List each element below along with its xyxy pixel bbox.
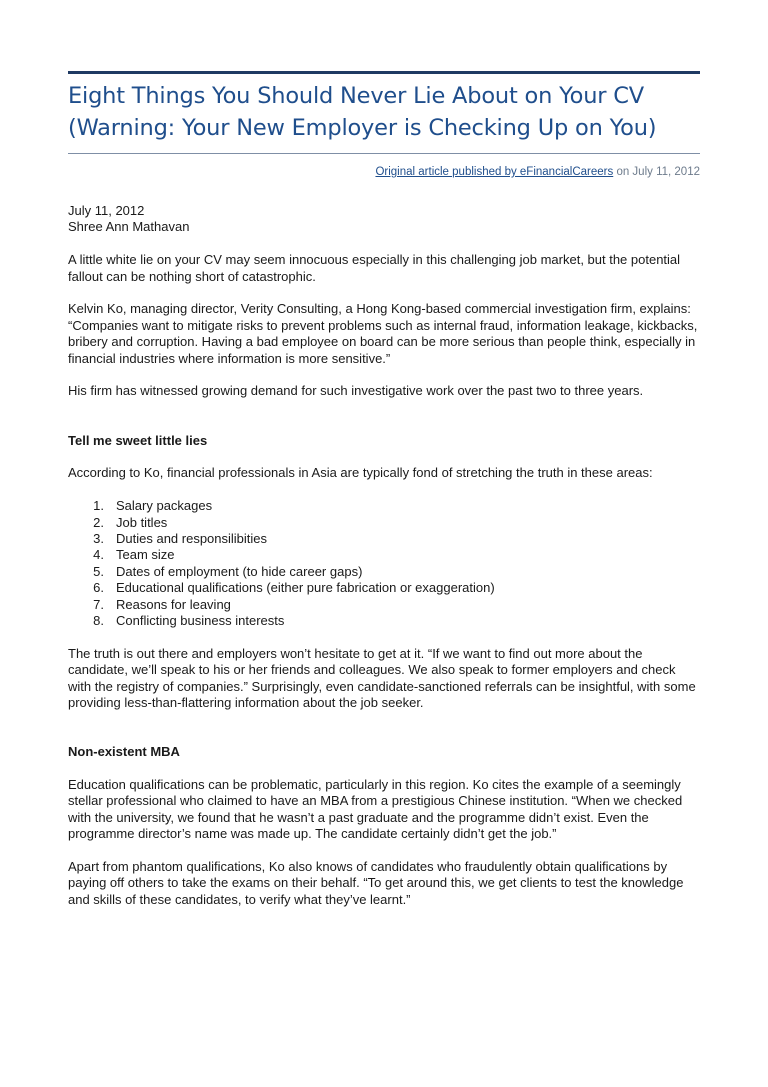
heading-mba: Non-existent MBA <box>68 744 180 760</box>
list-item: 7. Reasons for leaving <box>93 596 231 612</box>
paragraph-intro: A little white lie on your CV may seem innocuous especially in this challenging job market, but the potential fallout can be nothing short of catastrophic. <box>68 252 681 284</box>
list-item: 6. Educational qualifications (either pure fabrication or exaggeration) <box>93 580 495 596</box>
list-item: 8. Conflicting business interests <box>93 613 285 629</box>
article-title-line-1: Eight Things You Should Never Lie About on Your CV <box>68 83 644 109</box>
article-meta <box>68 203 700 236</box>
article-title-line-2: (Warning: Your New Employer is Checking Up on You) <box>68 115 657 141</box>
top-rule <box>68 71 700 74</box>
article-body <box>68 203 700 925</box>
heading-sweet-lies: Tell me sweet little lies <box>68 432 208 448</box>
lies-list <box>68 498 700 629</box>
source-date: on July 11, 2012 <box>613 166 700 178</box>
section-spacer <box>68 728 700 744</box>
paragraph-education: Education qualifications can be problematic, particularly in this region. Ko cites the example of a seemingly stellar professional who claimed to have an MBA from a prestigious Chinese institution. “When we checked with the university, we found that he wasn’t a past graduate and the programme didn’t exist. Even the programme director’s name was made up. The candidate certainly didn’t get the job.” <box>68 777 683 842</box>
paragraph-areas-intro: According to Ko, financial professionals in Asia are typically fond of stretching the truth in these areas: <box>68 465 653 481</box>
list-item: 4. Team size <box>93 547 175 563</box>
article-author: Shree Ann Mathavan <box>68 219 190 235</box>
article-title <box>68 80 708 144</box>
paragraph-ko-quote: Kelvin Ko, managing director, Verity Consulting, a Hong Kong-based commercial investigation firm, explains: “Companies want to mitigate risks to prevent problems such as internal fraud, information leakage, kickbacks, bribery and corruption. Having a bad employee on board can be more serious than people think, especially in financial industries where information is more sensitive.” <box>68 301 698 366</box>
paragraph-phantom: Apart from phantom qualifications, Ko also knows of candidates who fraudulently obtain qualifications by paying off others to take the exams on their behalf. “To get around this, we get clients to test the knowledge and skills of these candidates, to verify what they’ve learnt.” <box>68 859 684 907</box>
paragraph-truth: The truth is out there and employers won’t hesitate to get at it. “If we want to find out more about the candidate, we’ll speak to his or her friends and colleagues. We also speak to former employers and check with the registry of companies.” Surprisingly, even candidate-sanctioned referrals can be insightful, with some providing less-than-flattering information about the job seeker. <box>68 645 696 711</box>
list-item: 1. Salary packages <box>93 498 213 514</box>
list-item: 3. Duties and responsilibities <box>93 531 268 547</box>
source-link[interactable]: Original article published by eFinancialCareers <box>375 166 614 178</box>
list-item: 2. Job titles <box>93 514 168 530</box>
section-spacer <box>68 416 700 432</box>
paragraph-demand: His firm has witnessed growing demand for such investigative work over the past two to three years. <box>68 383 644 399</box>
list-item: 5. Dates of employment (to hide career gaps) <box>93 563 363 579</box>
title-rule <box>68 153 700 154</box>
article-date: July 11, 2012 <box>68 203 145 218</box>
source-line <box>375 164 700 180</box>
